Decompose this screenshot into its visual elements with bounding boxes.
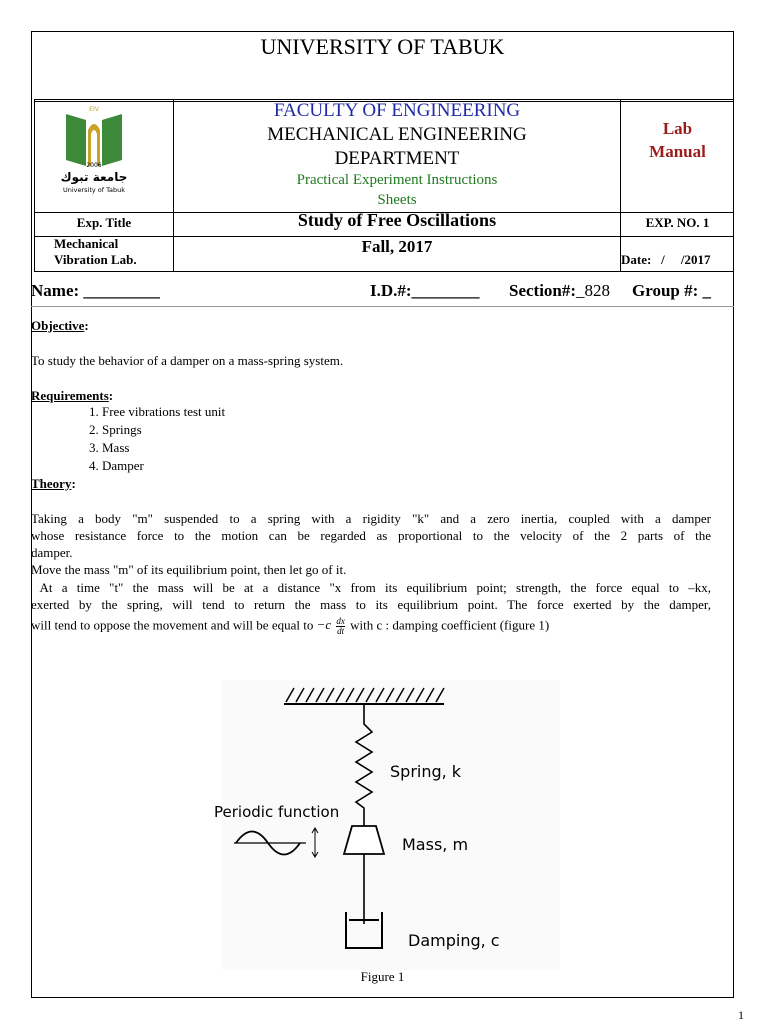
lab-label: Lab [662, 119, 693, 138]
figure-caption: Figure 1 [360, 969, 405, 984]
id-field: I.D.#:________ [370, 281, 480, 300]
exp-title-value: Study of Free Oscillations [297, 210, 497, 230]
damping-label: Damping, c [408, 931, 500, 950]
term: Fall, 2017 [361, 237, 433, 256]
university-logo: EIV 2006 جامعة تبوك University of Tabuk [48, 104, 140, 204]
theory-heading: Theory: [31, 476, 76, 491]
instructions-line-1: Practical Experiment Instructions [296, 172, 498, 188]
exp-title-label: Exp. Title [76, 215, 132, 230]
requirement-item: 1. Free vibrations test unit [89, 404, 226, 419]
objective-heading: Objective: [31, 318, 89, 333]
group-field: Group #: _ [632, 281, 712, 300]
course-line-1: Mechanical [54, 236, 119, 251]
course-line-2: Vibration Lab. [54, 252, 137, 267]
mass-spring-damper-diagram [222, 680, 560, 970]
spring-label: Spring, k [390, 762, 462, 781]
requirement-item: 4. Damper [89, 458, 144, 473]
name-field: Name: _________ [31, 281, 160, 300]
formula: −c $\frac{dx}{dt}$ [316, 616, 345, 636]
periodic-function-label: Periodic function [214, 803, 340, 821]
date-field: Date: / /2017 [621, 252, 711, 267]
theory-para3-line2: exerted by the spring, will tend to return the mass to its equilibrium point. The force exerted by the damper, [31, 597, 711, 612]
university-title: UNIVERSITY OF TABUK [260, 34, 505, 59]
header-rule-bottom [34, 271, 734, 272]
formula-fraction: $\frac{dx}{dt}$ [336, 616, 345, 636]
theory-para1-line2: whose resistance force to the motion can be regarded as proportional to the velocity of the 2 parts of the [31, 528, 711, 543]
manual-label: Manual [649, 142, 706, 161]
theory-para1-line1: Taking a body "m" suspended to a spring with a rigidity "k" and a zero inertia, coupled with a damper [31, 511, 711, 526]
requirements-heading: Requirements: [31, 388, 114, 403]
faculty-name: FACULTY OF ENGINEERING [273, 100, 521, 121]
instructions-line-2: Sheets [377, 192, 417, 208]
figure-1 [214, 680, 560, 970]
header-col-left [34, 99, 35, 271]
theory-para2: Move the mass "m" of its equilibrium point, then let go of it. [31, 562, 347, 577]
section-field: Section#:_828 [509, 281, 611, 300]
theory-para1-line3: damper. [31, 545, 73, 560]
exp-number: EXP. NO. 1 [645, 215, 710, 230]
requirement-item: 2. Springs [89, 422, 142, 437]
page-number: 1 [738, 1008, 744, 1022]
requirement-item: 3. Mass [89, 440, 130, 455]
objective-text: To study the behavior of a damper on a mass-spring system. [31, 353, 344, 368]
department-line-2: DEPARTMENT [334, 148, 460, 169]
mass-label: Mass, m [402, 835, 469, 854]
section-number: _828 [576, 281, 611, 300]
theory-para3-line3: will tend to oppose the movement and will be equal to −c $\frac{dx}{dt}$ with c : damping coefficient (figure 1) [31, 616, 550, 636]
theory-para3-line1: At a time "t" the mass will be at a distance "x from its equilibrium point; strength, the force equal to –kx, [31, 580, 711, 595]
fields-rule [31, 306, 734, 307]
department-line-1: MECHANICAL ENGINEERING [267, 124, 527, 145]
